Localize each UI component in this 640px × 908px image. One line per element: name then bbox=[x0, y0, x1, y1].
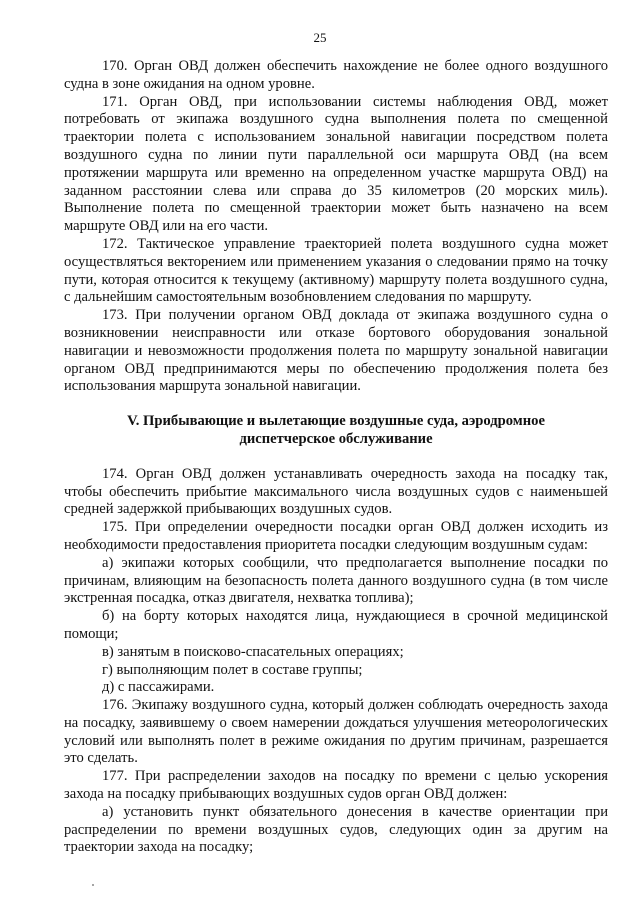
paragraph-177: 177. При распределении заходов на посадку по времени с целью ускорения захода на посадку прибывающих воздушных судов орган ОВД должен: bbox=[64, 768, 608, 803]
list-item-175-d: д) с пассажирами. bbox=[102, 679, 215, 696]
paragraph-173: 173. При получении органом ОВД доклада от экипажа воздушного судна о возникновении неисправности или отказе бортового оборудования зональной навигации и невозможности продолжения полета по маршруту зональной навигации органом ОВД предпринимаются меры по обеспечению продолжения полета без использования маршрута зональной навигации. bbox=[64, 307, 608, 395]
section-heading-line-1: V. Прибывающие и вылетающие воздушные суда, аэродромное bbox=[127, 413, 545, 430]
section-heading bbox=[64, 413, 608, 449]
document-body bbox=[64, 58, 608, 857]
list-item-177-a: а) установить пункт обязательного донесения в качестве ориентации при распределении по времени воздушных судов, следующих один за другим на траектории захода на посадку; bbox=[64, 803, 608, 856]
paragraph-175: 175. При определении очередности посадки орган ОВД должен исходить из необходимости предоставления приоритета посадки следующим воздушным судам: bbox=[64, 519, 608, 553]
list-item-175-b: б) на борту которых находятся лица, нуждающиеся в срочной медицинской помощи; bbox=[64, 608, 608, 642]
paragraph-176: 176. Экипажу воздушного судна, который должен соблюдать очередность захода на посадку, заявившему о своем намерении дождаться улучшения метеорологических условий или выполнять полет в режиме ожидания по другим причинам, разрешается это сделать. bbox=[64, 697, 608, 767]
paragraph-172: 172. Тактическое управление траекторией полета воздушного судна может осуществляться векторением или применением указания о следовании прямо на точку пути, которая относится к текущему (активному) маршруту полета воздушного судна, с дальнейшим самостоятельным возобновлением следования по маршруту. bbox=[64, 235, 608, 306]
list-item-175-v: в) занятым в поисково-спасательных операциях; bbox=[102, 643, 404, 660]
scan-speck bbox=[92, 884, 94, 886]
section-heading-line-2: диспетчерское обслуживание bbox=[239, 430, 433, 447]
list-item-175-g: г) выполняющим полет в составе группы; bbox=[102, 661, 363, 678]
paragraph-174: 174. Орган ОВД должен устанавливать очередность захода на посадку так, чтобы обеспечить прибытие максимального числа воздушных судов с наименьшей средней задержкой прибывающих воздушных судов. bbox=[64, 465, 608, 518]
paragraph-170: 170. Орган ОВД должен обеспечить нахождение не более одного воздушного судна в зоне ожидания на одном уровне. bbox=[64, 58, 608, 92]
paragraph-171: 171. Орган ОВД, при использовании системы наблюдения ОВД, может потребовать от экипажа воздушного судна выполнения полета по смещенной траектории полета с использованием зональной навигации посредством полета воздушного судна по линии пути параллельной оси маршрута ОВД (на всем протяжении маршрута или временно на определенном участке маршрута ОВД) на заданном расстоянии слева или справа до 35 километров (20 морских миль). Выполнение полета по смещенной траектории может быть назначено на всем маршруте ОВД или на его части. bbox=[64, 93, 608, 235]
page-number: 25 bbox=[313, 30, 327, 45]
list-item-175-a: а) экипажи которых сообщили, что предполагается выполнение посадки по причинам, влияющим на безопасность полета данного воздушного судна (в том числе экстренная посадка, отказ двигателя, нехватка топлива); bbox=[64, 554, 608, 607]
